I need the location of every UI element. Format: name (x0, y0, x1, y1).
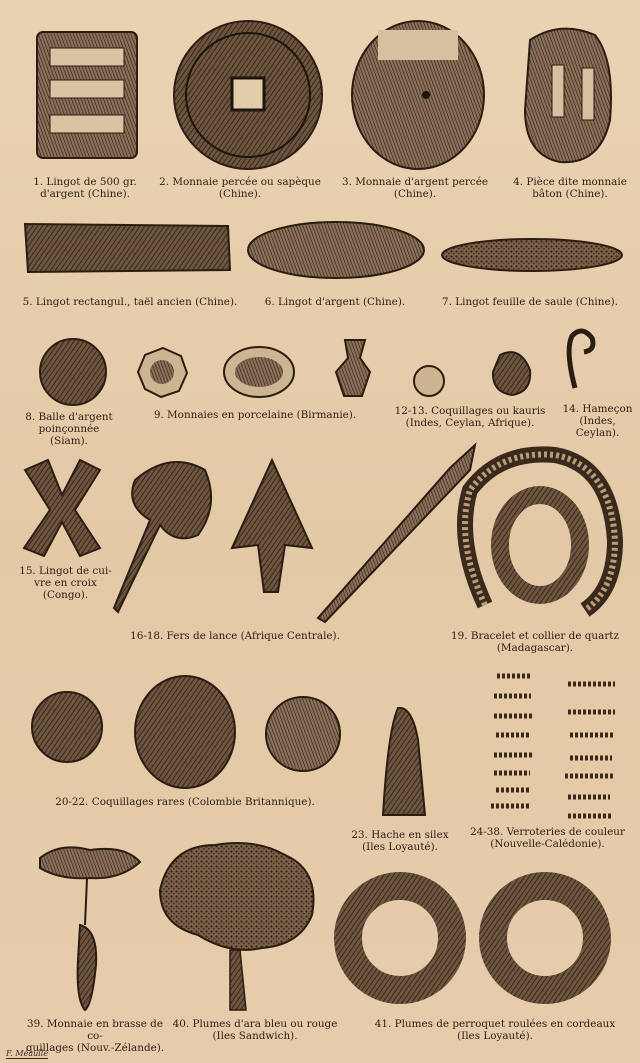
silver-ball-8 (40, 339, 106, 405)
engraver-signature: F. Méaulle (6, 1049, 49, 1058)
quartz-bracelet-19 (465, 454, 615, 610)
ara-feathers-40 (160, 843, 313, 1010)
copper-cross-ingot-15 (24, 460, 100, 556)
glass-beads-24-38 (491, 676, 615, 816)
caption-20-22: 20-22. Coquillages rares (Colombie Britannique). (55, 796, 315, 808)
silver-ingot-6 (248, 222, 424, 278)
caption-8: 8. Balle d'argent poinçonnée (Siam). (25, 411, 113, 447)
caption-2: 2. Monnaie percée ou sapèque (Chine). (159, 176, 321, 200)
perforated-coin-2 (174, 21, 322, 169)
caption-41: 41. Plumes de perroquet roulées en cordeaux (Iles Loyauté). (374, 1018, 616, 1042)
caption-9: 9. Monnaies en porcelaine (Birmanie). (153, 409, 357, 421)
caption-1: 1. Lingot de 500 gr. d'argent (Chine). (33, 176, 137, 200)
parrot-feather-rolls-41 (348, 886, 597, 990)
porcelain-coins-9 (138, 340, 370, 397)
cowrie-shells-12-13 (414, 352, 530, 396)
caption-6: 6. Lingot d'argent (Chine). (264, 296, 406, 308)
caption-23: 23. Hache en silex (Iles Loyauté). (351, 829, 449, 853)
caption-39: 39. Monnaie en brasse de co- quillages (Nouv.-Zélande). (25, 1018, 165, 1054)
spear-heads-16-18 (114, 445, 475, 622)
caption-16-18: 16-18. Fers de lance (Afrique Centrale). (130, 630, 340, 642)
silver-coin-3 (352, 21, 484, 169)
caption-19: 19. Bracelet et collier de quartz (Madagascar). (451, 630, 619, 654)
rare-shells-20-22 (32, 676, 340, 788)
caption-5: 5. Lingot rectangul., taël ancien (Chine). (22, 296, 238, 308)
caption-12-13: 12-13. Coquillages ou kauris (Indes, Ceylan, Afrique). (394, 405, 546, 429)
caption-4: 4. Pièce dite monnaie bâton (Chine). (513, 176, 627, 200)
caption-7: 7. Lingot feuille de saule (Chine). (442, 296, 618, 308)
rectangular-ingot-5 (25, 224, 230, 272)
caption-14: 14. Hameçon (Indes, Ceylan). (562, 403, 633, 439)
flint-axe-23 (383, 708, 425, 815)
willow-leaf-ingot-7 (442, 239, 622, 271)
caption-3: 3. Monnaie d'argent percée (Chine). (342, 176, 488, 200)
shell-money-39 (40, 847, 140, 1010)
silver-ingot-1 (37, 32, 137, 158)
caption-24-38: 24-38. Verroteries de couleur (Nouvelle-Calédonie). (470, 826, 625, 850)
caption-40: 40. Plumes d'ara bleu ou rouge (Iles Sandwich). (172, 1018, 338, 1042)
fish-hook-14 (569, 331, 593, 388)
caption-15: 15. Lingot de cui- vre en croix (Congo). (19, 565, 112, 601)
stick-money-4 (525, 29, 611, 163)
